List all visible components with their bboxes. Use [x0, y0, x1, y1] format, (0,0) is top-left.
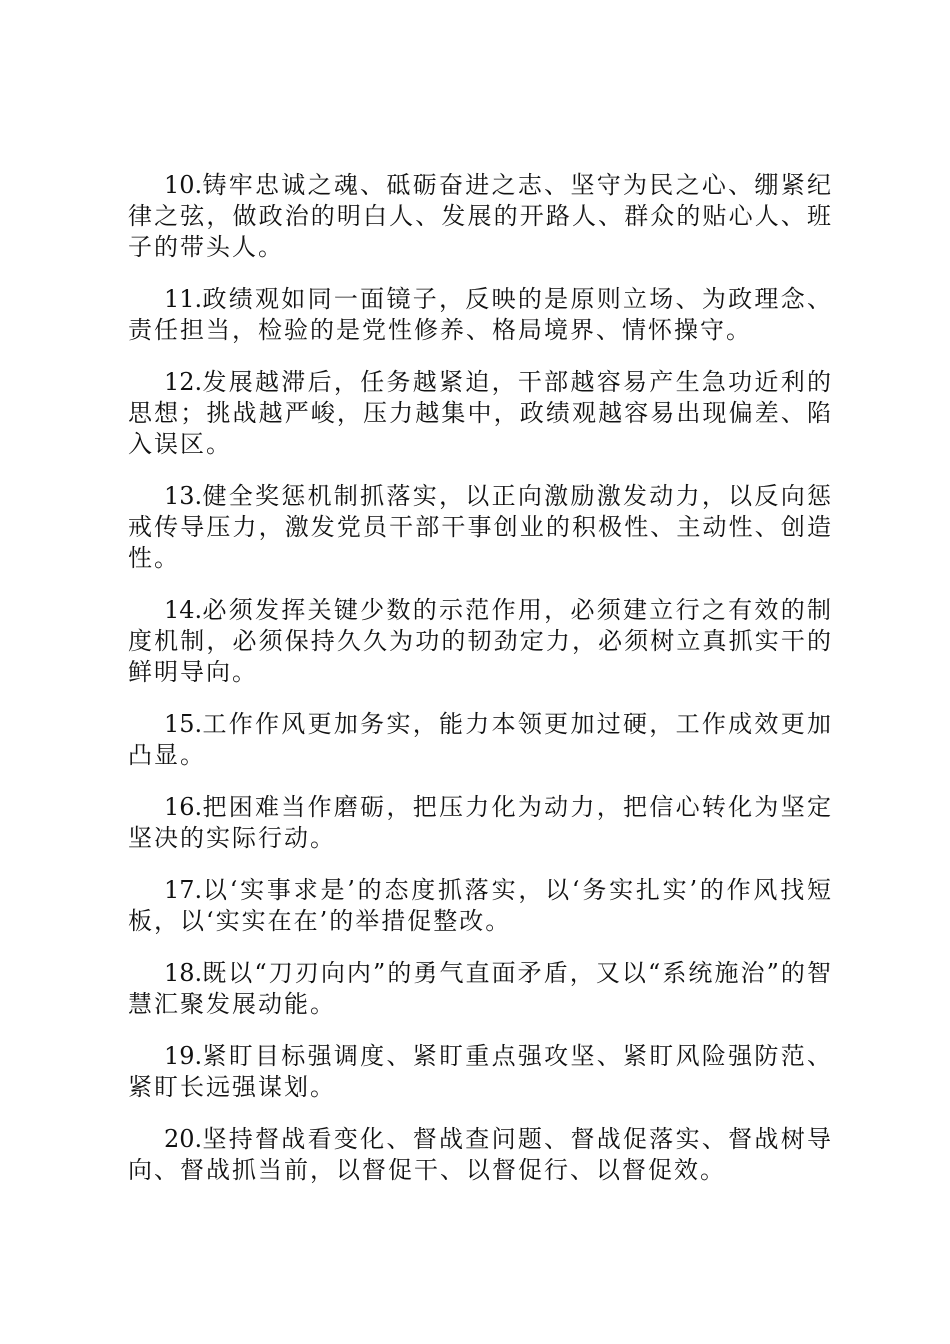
- paragraph-text: 健全奖惩机制抓落实，以正向激励激发动力，以反向惩戒传导压力，激发党员干部干事创业的积极性、主动性、创造性。: [128, 482, 833, 572]
- paragraph-text: 坚持督战看变化、督战查问题、督战促落实、督战树导向、督战抓当前，以督促干、以督促行、以督促效。: [128, 1125, 833, 1184]
- paragraph-number: 18.: [164, 959, 203, 987]
- paragraph-text: 必须发挥关键少数的示范作用，必须建立行之有效的制度机制，必须保持久久为功的韧劲定力，必须树立真抓实干的鲜明导向。: [128, 596, 833, 686]
- paragraph-number: 13.: [164, 482, 203, 510]
- paragraph-11: [128, 284, 833, 346]
- paragraph-number: 12.: [164, 368, 203, 396]
- paragraph-text: 工作作风更加务实，能力本领更加过硬，工作成效更加凸显。: [128, 710, 833, 769]
- paragraph-number: 19.: [164, 1042, 203, 1070]
- paragraph-number: 10.: [164, 171, 203, 199]
- paragraph-16: [128, 792, 833, 854]
- document-body: [128, 170, 833, 1207]
- paragraph-text: 铸牢忠诚之魂、砥砺奋进之志、坚守为民之心、绷紧纪律之弦，做政治的明白人、发展的开路人、群众的贴心人、班子的带头人。: [128, 171, 833, 261]
- paragraph-number: 15.: [164, 710, 203, 738]
- paragraph-text: 政绩观如同一面镜子，反映的是原则立场、为政理念、责任担当，检验的是党性修养、格局境界、情怀操守。: [128, 285, 833, 344]
- paragraph-text: 紧盯目标强调度、紧盯重点强攻坚、紧盯风险强防范、紧盯长远强谋划。: [128, 1042, 833, 1101]
- paragraph-18: [128, 958, 833, 1020]
- paragraph-text: 发展越滞后，任务越紧迫，干部越容易产生急功近利的思想；挑战越严峻，压力越集中，政绩观越容易出现偏差、陷入误区。: [128, 368, 833, 458]
- paragraph-13: [128, 481, 833, 574]
- paragraph-number: 14.: [164, 596, 203, 624]
- paragraph-text: 以‘实事求是’的态度抓落实，以‘务实扎实’的作风找短板，以‘实实在在’的举措促整改。: [128, 876, 833, 935]
- paragraph-19: [128, 1041, 833, 1103]
- paragraph-14: [128, 595, 833, 688]
- paragraph-10: [128, 170, 833, 263]
- paragraph-number: 11.: [164, 285, 203, 313]
- paragraph-number: 17.: [164, 876, 203, 904]
- paragraph-number: 20.: [164, 1125, 203, 1153]
- paragraph-15: [128, 709, 833, 771]
- paragraph-17: [128, 875, 833, 937]
- paragraph-text: 把困难当作磨砺，把压力化为动力，把信心转化为坚定坚决的实际行动。: [128, 793, 833, 852]
- paragraph-12: [128, 367, 833, 460]
- paragraph-text: 既以“刀刃向内”的勇气直面矛盾，又以“系统施治”的智慧汇聚发展动能。: [128, 959, 833, 1018]
- paragraph-number: 16.: [164, 793, 203, 821]
- paragraph-20: [128, 1124, 833, 1186]
